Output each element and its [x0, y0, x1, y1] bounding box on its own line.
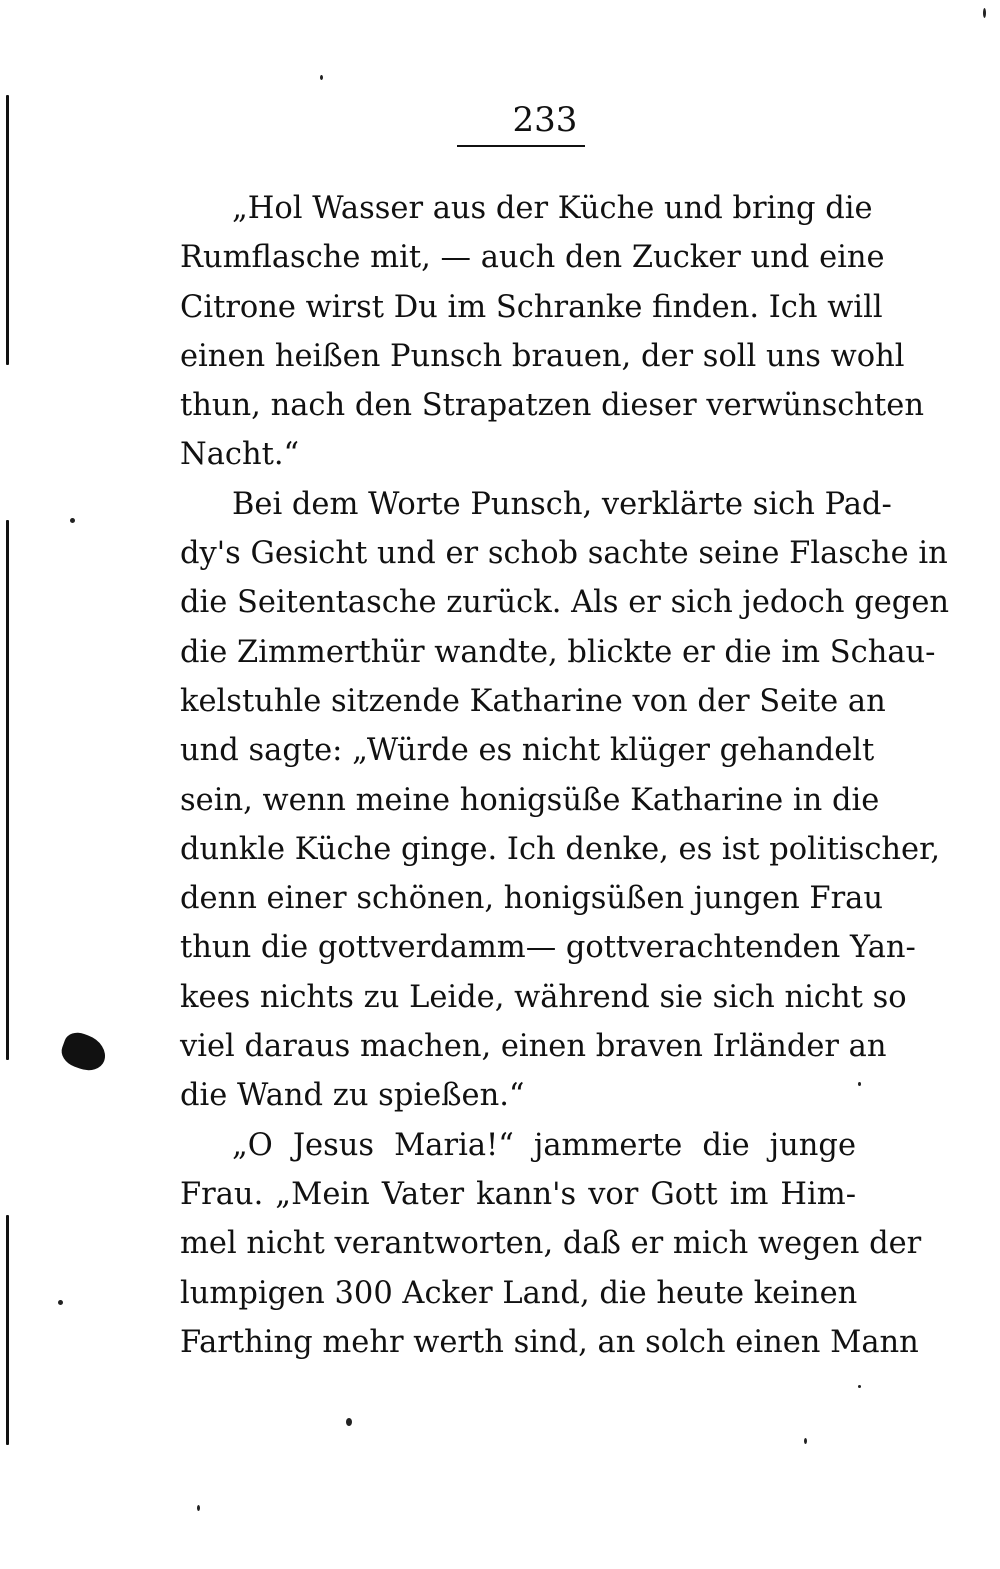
text-line: die Zimmerthür wandte, blickte er die im Schau-	[180, 634, 936, 670]
scan-speck	[858, 1082, 861, 1086]
scan-speck	[804, 1438, 807, 1444]
text-line: Farthing mehr werth sind, an solch einen Mann	[180, 1324, 919, 1360]
text-line: Frau. „Mein Vater kann's vor Gott im Him-	[180, 1176, 856, 1212]
text-line: kees nichts zu Leide, während sie sich nicht so	[180, 979, 907, 1015]
scan-speck	[70, 518, 75, 523]
text-line: viel daraus machen, einen braven Irländer an	[180, 1029, 887, 1065]
scan-speck	[346, 1418, 352, 1426]
scan-speck	[58, 1300, 63, 1305]
text-line: mel nicht verantworten, daß er mich wegen der	[180, 1226, 922, 1262]
text-line: thun die gottverdamm— gottverachtenden Yan-	[180, 930, 916, 966]
text-line: Bei dem Worte Punsch, verklärte sich Pad-	[232, 486, 892, 522]
scan-speck	[197, 1505, 200, 1511]
text-line: Nacht.“	[180, 437, 300, 473]
scan-speck	[983, 8, 986, 18]
text-line: denn einer schönen, honigsüßen jungen Frau	[180, 881, 884, 917]
scan-edge-mark	[6, 95, 9, 365]
page-number: 233	[512, 100, 578, 140]
text-line: Citrone wirst Du im Schranke finden. Ich will	[180, 289, 883, 325]
ink-blot	[58, 1029, 111, 1076]
header-rule	[457, 145, 585, 147]
text-line: die Wand zu spießen.“	[180, 1078, 525, 1114]
text-line: thun, nach den Strapatzen dieser verwünschten	[180, 388, 924, 424]
text-line: „Hol Wasser aus der Küche und bring die	[232, 191, 873, 226]
text-line: lumpigen 300 Acker Land, die heute keinen	[180, 1275, 858, 1311]
scan-edge-mark	[6, 1215, 9, 1445]
scan-speck	[320, 75, 323, 80]
body-text	[180, 184, 950, 1367]
scan-edge-mark	[6, 520, 9, 1060]
text-line: die Seitentasche zurück. Als er sich jedoch gegen	[180, 585, 950, 621]
text-line: und sagte: „Würde es nicht klüger gehandelt	[180, 733, 875, 769]
text-line: dy's Gesicht und er schob sachte seine Flasche in	[180, 536, 948, 572]
text-line: kelstuhle sitzende Katharine von der Seite an	[180, 683, 886, 719]
text-line: „O Jesus Maria!“ jammerte die junge	[232, 1127, 856, 1163]
text-line: sein, wenn meine honigsüße Katharine in die	[180, 782, 880, 818]
text-line: einen heißen Punsch brauen, der soll uns wohl	[180, 338, 905, 374]
text-line: Rumflasche mit, — auch den Zucker und eine	[180, 240, 885, 276]
scan-speck	[858, 1385, 861, 1388]
text-line: dunkle Küche ginge. Ich denke, es ist politischer,	[180, 831, 941, 867]
